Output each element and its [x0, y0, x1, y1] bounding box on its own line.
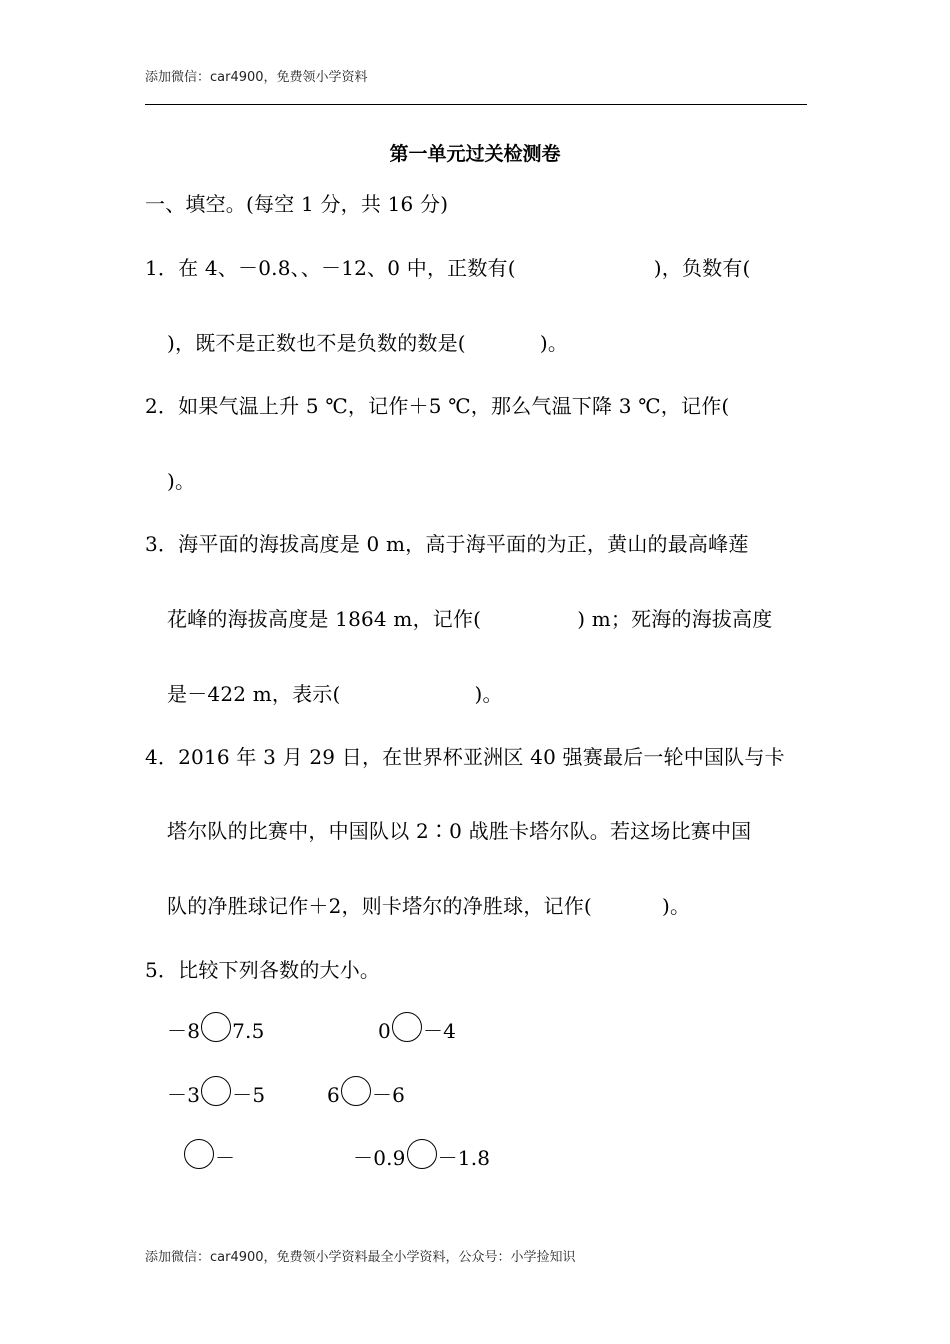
q3-text-e: )。 — [474, 682, 503, 706]
q1-text-c: )，既不是正数也不是负数的数是( — [167, 331, 466, 355]
page-header-note: 添加微信：car4900，免费领小学资料 — [145, 70, 368, 85]
pair-4-left: 6 — [327, 1083, 340, 1107]
question-3-line-3 — [167, 678, 503, 707]
q3-text-c: ) m；死海的海拔高度 — [577, 607, 773, 631]
compare-pair-3 — [167, 1076, 265, 1108]
compare-circle-2[interactable] — [392, 1012, 422, 1042]
pair-6-left: －0.9 — [353, 1146, 406, 1170]
compare-circle-4[interactable] — [341, 1076, 371, 1106]
question-5-prompt: 5．比较下列各数的大小。 — [145, 958, 381, 982]
compare-circle-1[interactable] — [201, 1012, 231, 1042]
pair-2-right: －4 — [422, 1019, 457, 1043]
question-2-line-2: )。 — [167, 469, 196, 493]
question-3-line-2 — [167, 603, 773, 632]
compare-pair-2 — [378, 1012, 456, 1044]
pair-6-right: －1.8 — [437, 1146, 491, 1170]
question-4-line-3 — [167, 890, 690, 919]
q4-text-d: )。 — [661, 894, 691, 918]
q1-text-b: )，负数有( — [653, 256, 751, 280]
pair-1-left: －8 — [167, 1019, 201, 1043]
compare-circle-6[interactable] — [407, 1139, 437, 1169]
pair-3-left: －3 — [167, 1083, 201, 1107]
compare-pair-4 — [327, 1076, 405, 1108]
section-heading: 一、填空。(每空 1 分，共 16 分) — [145, 192, 449, 216]
question-4-line-1: 4．2016 年 3 月 29 日，在世界杯亚洲区 40 强赛最后一轮中国队与卡 — [145, 745, 785, 769]
question-1-line-1 — [145, 252, 751, 281]
pair-5-right: － — [215, 1146, 236, 1170]
q3-text-b: 花峰的海拔高度是 1864 m，记作( — [167, 607, 482, 631]
q4-text-c: 队的净胜球记作＋2，则卡塔尔的净胜球，记作( — [167, 894, 592, 918]
pair-3-right: －5 — [232, 1083, 266, 1107]
question-1-line-2 — [167, 327, 568, 356]
question-2-line-1: 2．如果气温上升 5 ℃，记作＋5 ℃，那么气温下降 3 ℃，记作( — [145, 394, 730, 418]
question-3-line-1: 3．海平面的海拔高度是 0 m，高于海平面的为正，黄山的最高峰莲 — [145, 532, 749, 556]
q1-text-a: 1．在 4、－0.8、、－12、0 中，正数有( — [145, 256, 516, 280]
header-divider — [145, 104, 807, 105]
pair-4-right: －6 — [371, 1083, 406, 1107]
pair-2-left: 0 — [378, 1019, 391, 1043]
compare-circle-3[interactable] — [201, 1076, 231, 1106]
q3-text-d: 是－422 m，表示( — [167, 682, 341, 706]
q1-text-d: )。 — [539, 331, 569, 355]
compare-pair-6 — [353, 1139, 490, 1171]
compare-pair-5 — [183, 1139, 235, 1171]
compare-pair-1 — [167, 1012, 265, 1044]
pair-1-right: 7.5 — [232, 1019, 265, 1043]
question-4-line-2: 塔尔队的比赛中，中国队以 2∶0 战胜卡塔尔队。若这场比赛中国 — [167, 819, 752, 843]
page-title: 第一单元过关检测卷 — [389, 143, 561, 165]
page-footer-note: 添加微信：car4900，免费领小学资料最全小学资料，公众号：小学捡知识 — [145, 1250, 576, 1265]
compare-circle-5[interactable] — [184, 1139, 214, 1169]
